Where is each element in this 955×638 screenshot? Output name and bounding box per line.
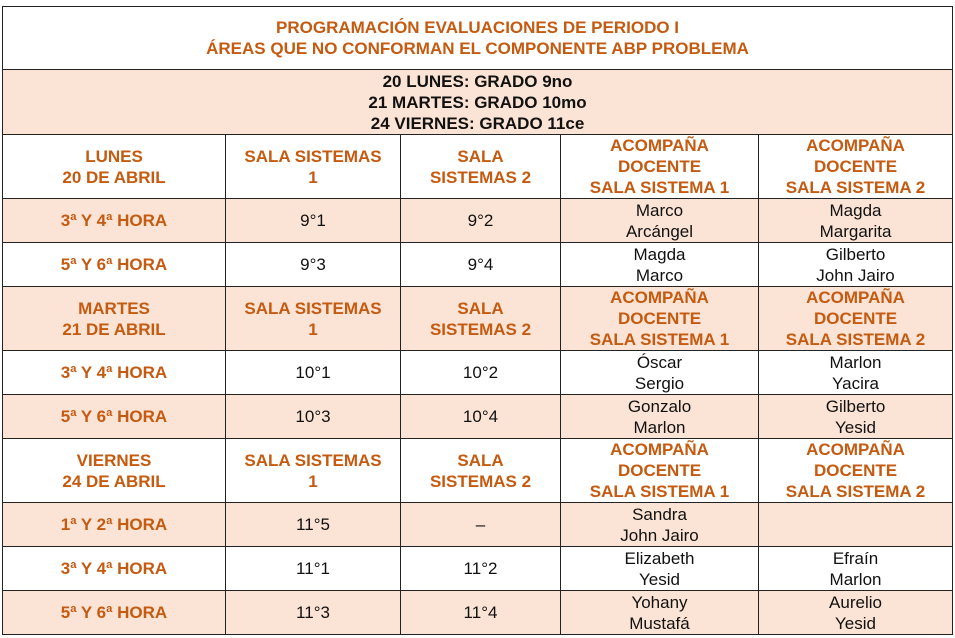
day-label: MARTES 21 DE ABRIL bbox=[3, 287, 226, 351]
room2-teachers: Magda Margarita bbox=[759, 199, 953, 243]
room1-group: 9°3 bbox=[226, 243, 401, 287]
column-header: SALA SISTEMAS 1 bbox=[226, 287, 401, 351]
table-row bbox=[3, 351, 953, 395]
room2-teachers: Marlon Yacira bbox=[759, 351, 953, 395]
room2-teachers: Aurelio Yesid bbox=[759, 591, 953, 635]
column-header: ACOMPAÑA DOCENTE SALA SISTEMA 2 bbox=[759, 135, 953, 199]
day-header-row bbox=[3, 135, 953, 199]
room1-teachers: Magda Marco bbox=[561, 243, 759, 287]
room2-group: 10°2 bbox=[401, 351, 561, 395]
hour-label: 5ª Y 6ª HORA bbox=[3, 591, 226, 635]
column-header: SALA SISTEMAS 2 bbox=[401, 287, 561, 351]
day-header-row bbox=[3, 287, 953, 351]
room1-teachers: Óscar Sergio bbox=[561, 351, 759, 395]
room2-group: 9°2 bbox=[401, 199, 561, 243]
column-header: SALA SISTEMAS 1 bbox=[226, 135, 401, 199]
column-header: ACOMPAÑA DOCENTE SALA SISTEMA 1 bbox=[561, 287, 759, 351]
day-label: VIERNES 24 DE ABRIL bbox=[3, 439, 226, 503]
hour-label: 5ª Y 6ª HORA bbox=[3, 243, 226, 287]
table-title bbox=[3, 7, 953, 70]
hour-label: 1ª Y 2ª HORA bbox=[3, 503, 226, 547]
column-header: ACOMPAÑA DOCENTE SALA SISTEMA 1 bbox=[561, 135, 759, 199]
room2-group: 11°2 bbox=[401, 547, 561, 591]
schedule-table bbox=[2, 6, 953, 635]
column-header: ACOMPAÑA DOCENTE SALA SISTEMA 2 bbox=[759, 287, 953, 351]
table-row bbox=[3, 395, 953, 439]
room2-group: – bbox=[401, 503, 561, 547]
hour-label: 3ª Y 4ª HORA bbox=[3, 351, 226, 395]
room2-teachers: Efraín Marlon bbox=[759, 547, 953, 591]
info-line: 20 LUNES: GRADO 9no bbox=[382, 71, 573, 91]
room1-group: 10°1 bbox=[226, 351, 401, 395]
room1-group: 11°1 bbox=[226, 547, 401, 591]
room1-teachers: Yohany Mustafá bbox=[561, 591, 759, 635]
day-header-row bbox=[3, 439, 953, 503]
table-row bbox=[3, 591, 953, 635]
room1-group: 10°3 bbox=[226, 395, 401, 439]
info-line: 21 MARTES: GRADO 10mo bbox=[368, 92, 587, 112]
column-header: SALA SISTEMAS 2 bbox=[401, 135, 561, 199]
table-row bbox=[3, 503, 953, 547]
table-row bbox=[3, 547, 953, 591]
room2-teachers: Gilberto John Jairo bbox=[759, 243, 953, 287]
hour-label: 5ª Y 6ª HORA bbox=[3, 395, 226, 439]
room1-teachers: Gonzalo Marlon bbox=[561, 395, 759, 439]
column-header: SALA SISTEMAS 1 bbox=[226, 439, 401, 503]
room2-group: 9°4 bbox=[401, 243, 561, 287]
room2-teachers bbox=[759, 503, 953, 547]
info-line: 24 VIERNES: GRADO 11ce bbox=[370, 113, 585, 133]
room1-group: 11°3 bbox=[226, 591, 401, 635]
hour-label: 3ª Y 4ª HORA bbox=[3, 547, 226, 591]
table-row bbox=[3, 243, 953, 287]
title-line: PROGRAMACIÓN EVALUACIONES DE PERIODO I bbox=[276, 18, 680, 37]
table-row bbox=[3, 199, 953, 243]
grade-schedule-info bbox=[3, 70, 953, 135]
day-label: LUNES 20 DE ABRIL bbox=[3, 135, 226, 199]
hour-label: 3ª Y 4ª HORA bbox=[3, 199, 226, 243]
room2-group: 10°4 bbox=[401, 395, 561, 439]
column-header: ACOMPAÑA DOCENTE SALA SISTEMA 2 bbox=[759, 439, 953, 503]
room2-group: 11°4 bbox=[401, 591, 561, 635]
room1-group: 11°5 bbox=[226, 503, 401, 547]
title-line: ÁREAS QUE NO CONFORMAN EL COMPONENTE ABP PROBLEMA bbox=[206, 39, 749, 58]
column-header: ACOMPAÑA DOCENTE SALA SISTEMA 1 bbox=[561, 439, 759, 503]
room1-teachers: Elizabeth Yesid bbox=[561, 547, 759, 591]
room1-teachers: Marco Arcángel bbox=[561, 199, 759, 243]
room2-teachers: Gilberto Yesid bbox=[759, 395, 953, 439]
room1-teachers: Sandra John Jairo bbox=[561, 503, 759, 547]
column-header: SALA SISTEMAS 2 bbox=[401, 439, 561, 503]
room1-group: 9°1 bbox=[226, 199, 401, 243]
